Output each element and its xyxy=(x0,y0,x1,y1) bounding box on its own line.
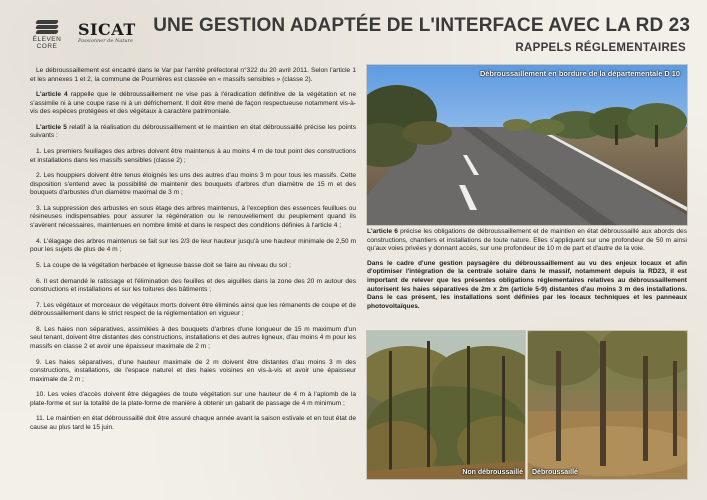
sicat-logo-tagline: Passionner de Nature xyxy=(78,38,133,44)
non-cleared-forest-illustration xyxy=(367,331,525,479)
article5-label: L'article 5 xyxy=(36,123,67,131)
left-text-column xyxy=(30,67,356,440)
list-item: 2. Les houppiers doivent être tenus éloignés les uns des autres d'au moins 3 m pour tous les massifs. Cette disposition s'entend avec la possibilité de maintenir des bouquets d'arbres d'un diamètre de 15 m et des bouquets d'arbustes d'un diamètre maximal de 3 m ; xyxy=(30,172,356,197)
article6-text: précise les obligations de débroussaillement et de maintien en état débroussaillé aux abords des constructions, chantiers et installations de toute nature. Elles s'appliquent sur une profondeur de 50 m ainsi qu'aux voies privées y donnant accès, sur une profondeur de 10 m de part et d'autre de la voie. xyxy=(367,228,687,253)
article6-paragraph xyxy=(367,228,687,254)
article5-paragraph xyxy=(30,124,356,141)
sicat-logo xyxy=(78,20,138,44)
list-item: 5. La coupe de la végétation herbacée et ligneuse basse doit se faire au niveau du sol ; xyxy=(36,261,291,269)
eleven-core-logo-text: ÉLEVEN CORE xyxy=(32,36,62,50)
right-text-column xyxy=(367,228,687,317)
list-item: 11. Le maintien en état débroussaillé doit être assuré chaque année avant la saison estivale et en tout état de cause au plus tard le 15 juin. xyxy=(30,415,356,431)
page-title: UNE GESTION ADAPTÉE DE L'INTERFACE AVEC LA RD 23 xyxy=(153,15,690,36)
header xyxy=(0,0,707,60)
road-photo-caption: Débroussaillement en bordure de la départementale D 10 xyxy=(479,69,680,78)
road-photo xyxy=(366,64,688,226)
non-cleared-caption: Non débroussaillé xyxy=(462,469,523,476)
sicat-logo-text: SICAT xyxy=(78,20,136,39)
non-cleared-forest-photo xyxy=(366,330,526,480)
cleared-forest-photo xyxy=(527,330,688,480)
list-item: 8. Les haies non séparatives, assimilées à des bouquets d'arbres d'une longueur de 15 m maximum d'un seul tenant, doivent être distantes des constructions, installations et des autres ligneux, d'au moins 4 m pour les massifs en classe 2 et avoir une épaisseur maximale de 2 m ; xyxy=(30,325,357,350)
list-item: 10. Les voies d'accès doivent être dégagées de toute végétation sur une hauteur de 4 m à l'aplomb de la plate-forme et sur la totalité de la plate-forme de manière à obtenir un gabarit de passage de 4 m minimum ; xyxy=(30,391,356,407)
article5-text: relatif à la réalisation du débroussaillement et le maintien en état débroussaillé précise les points suivants : xyxy=(30,123,356,140)
eleven-core-mark-icon xyxy=(36,20,58,34)
eleven-core-logo xyxy=(22,20,72,50)
list-item: 1. Les premiers feuillages des arbres doivent être maintenus à au moins 4 m de tout point des constructions et installations dans les massifs sensibles (classe 2) ; xyxy=(30,148,356,164)
list-item: 7. Les végétaux et morceaux de végétaux morts doivent être éliminés ainsi que les rémanents de coupe et de débroussaillement dans le strict respect de la réglementation en vigueur ; xyxy=(30,301,356,318)
road-photo-illustration xyxy=(367,65,687,225)
article6-label: L'article 6 xyxy=(367,228,398,235)
list-item: 6. Il est demandé le ratissage et l'élimination des feuilles et des aiguilles dans la zone des 20 m autour des constructions et installations et sur les toitures des bâtiments ; xyxy=(30,277,356,293)
cleared-caption: Débroussaillé xyxy=(532,469,578,476)
intro-paragraph: Le débroussaillement est encadré dans le Var par l'arrêté préfectoral n°322 du 20 avril 2011. Selon l'article 1 et les annexes 1 et 2, la commune de Pourrières est classée en « massifs sensibles » (classe 2). xyxy=(30,67,356,83)
landscape-management-paragraph: Dans le cadre d'une gestion paysagère du débroussaillement au vu des enjeux locaux et afin d'optimiser l'intégration de la centrale solaire dans le massif, notamment depuis la RD23, il est important de relever que les présentes obligations réglementaires relatives au débroussaillement autorisent les haies séparatives de 2m x 2m (article 5-9) distantes d'au moins 3 m des installations. Dans le cas présent, les installations sont définies par les locaux techniques et les panneaux photovoltaïques. xyxy=(367,259,687,310)
list-item: 3. La suppression des arbustes en sous étage des arbres maintenus, à l'exception des essences feuillues ou résineuses indispensables pour assurer la régénération ou le renouvellement du peuplement quand ils s'avèrent nécessaires, maintenues en nombre limité et dans le respect des conditions définies à l'article 4 ; xyxy=(30,204,356,229)
page-subtitle: RAPPELS RÉGLEMENTAIRES xyxy=(515,42,686,54)
cleared-forest-illustration xyxy=(528,331,687,479)
article4-paragraph xyxy=(30,91,356,117)
list-item: 4. L'élagage des arbres maintenus se fait sur les 2/3 de leur hauteur jusqu'à une hauteur minimale de 2,50 m pour les sujets de plus de 4 m ; xyxy=(30,237,356,254)
article4-text: rappelle que le débroussaillement ne vise pas à l'éradication définitive de la végétation et ne s'assimile ni à une coupe rase ni à un défrichement. Il doit être mené de façon respectueuse notamment vis-à-vis des espèces protégées et des végétaux à caractère patrimoniale. xyxy=(30,91,356,116)
list-item: 9. Les haies séparatives, d'une hauteur maximale de 2 m doivent être distantes d'au moins 3 m des constructions, installations, de l'espace naturel et des haies voisines en vis-à-vis et avoir une épaisseur maximale de 2 m ; xyxy=(30,358,356,383)
article4-label: L'article 4 xyxy=(36,91,68,99)
